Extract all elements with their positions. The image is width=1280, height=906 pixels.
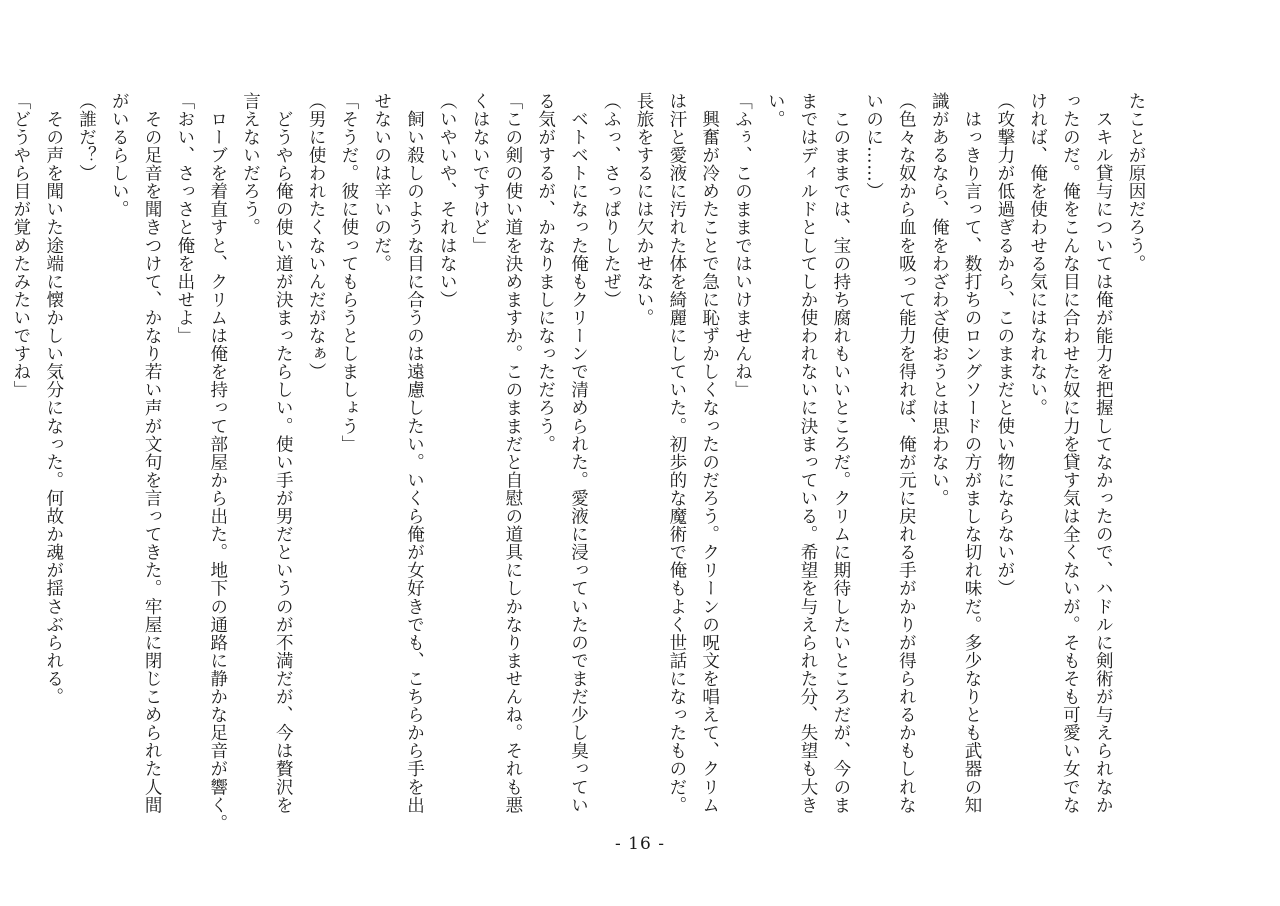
text-line: る気がするが、かなりましになっただろう。 (535, 92, 556, 453)
text-line: その足音を聞きつけて、かなり若い声が文句を言ってきた。牢屋に閉じこめられた人間 (142, 92, 163, 814)
text-line: スキル貸与については俺が能力を把握してなかったので、ハドルに剣術が与えられなか (1093, 92, 1114, 814)
text-line: （男に使われたくないんだがなぁ） (306, 92, 327, 381)
text-line: どうやら俺の使い道が決まったらしい。使い手が男だというのが不満だが、今は贅沢を (273, 92, 294, 814)
text-line: ったのだ。俺をこんな目に合わせた奴に力を貸す気は全くないが。そもそも可愛い女でな (1060, 92, 1081, 814)
text-line: その声を聞いた途端に懐かしい気分になった。何故か魂が揺さぶられる。 (43, 92, 64, 706)
text-line: せないのは辛いのだ。 (371, 92, 392, 273)
text-line: がいるらしい。 (109, 92, 130, 219)
text-line (0, 92, 4, 752)
text-line: 「ふぅ、このままではいけませんね」 (732, 92, 753, 399)
text-line: （誰だ？） (76, 92, 97, 183)
text-line: 「どうやら目が覚めたみたいですね」 (10, 92, 31, 399)
text-line: 長旅をするには欠かせない。 (634, 92, 655, 327)
text-line: ベトベトになった俺もクリーンで清められた。愛液に浸っていたのでまだ少し臭ってい (568, 92, 589, 814)
text-line: は汗と愛液に汚れた体を綺麗にしていた。初歩的な魔術で俺もよく世話になったものだ。 (666, 92, 687, 814)
text-line: 識があるなら、俺をわざわざ使おうとは思わない。 (929, 92, 950, 508)
vertical-text-body (10, 92, 1152, 833)
text-line: （攻撃力が低過ぎるから、このままだと使い物にならないが） (994, 92, 1015, 598)
text-line: （色々な奴から血を吸って能力を得れば、俺が元に戻れる手がかりが得られるかもしれな (896, 92, 917, 814)
text-line: 「おい、さっさと俺を出せよ」 (174, 92, 195, 345)
text-line: くはないですけど」 (470, 92, 491, 255)
text-line: （いやいや、それはない） (437, 92, 458, 309)
text-line: まではディルドとしてしか使われないに決まっている。希望を与えられた分、失望も大き (798, 92, 819, 814)
text-line: いのに……） (863, 92, 884, 201)
text-line: い。 (765, 92, 786, 129)
page-number: - 16 - (615, 834, 665, 854)
text-line: ければ、俺を使わせる気にはなれない。 (1027, 92, 1048, 417)
text-line: （ふっ、さっぱりしたぜ） (601, 92, 622, 309)
text-line: ローブを着直すと、クリムは俺を持って部屋から出た。地下の通路に静かな足音が響く。 (207, 92, 228, 833)
text-line: 言えないだろう。 (240, 92, 261, 237)
text-line: 興奮が冷めたことで急に恥ずかしくなったのだろう。クリーンの呪文を唱えて、クリム (699, 92, 720, 814)
text-line: 「そうだ。彼に使ってもらうとしましょう」 (338, 92, 359, 453)
text-line: 「この剣の使い道を決めますか。このままだと自慰の道具にしかなりませんね。それも悪 (502, 92, 523, 814)
text-line: たことが原因だろう。 (1126, 92, 1146, 273)
text-line: このままでは、宝の持ち腐れもいいところだ。クリムに期待したいところだが、今のま (830, 92, 851, 814)
text-line: 飼い殺しのような目に合うのは遠慮したい。いくら俺が女好きでも、こちらから手を出 (404, 92, 425, 814)
text-line: はっきり言って、数打ちのロングソードの方がましな切れ味だ。多少なりとも武器の知 (962, 92, 983, 814)
